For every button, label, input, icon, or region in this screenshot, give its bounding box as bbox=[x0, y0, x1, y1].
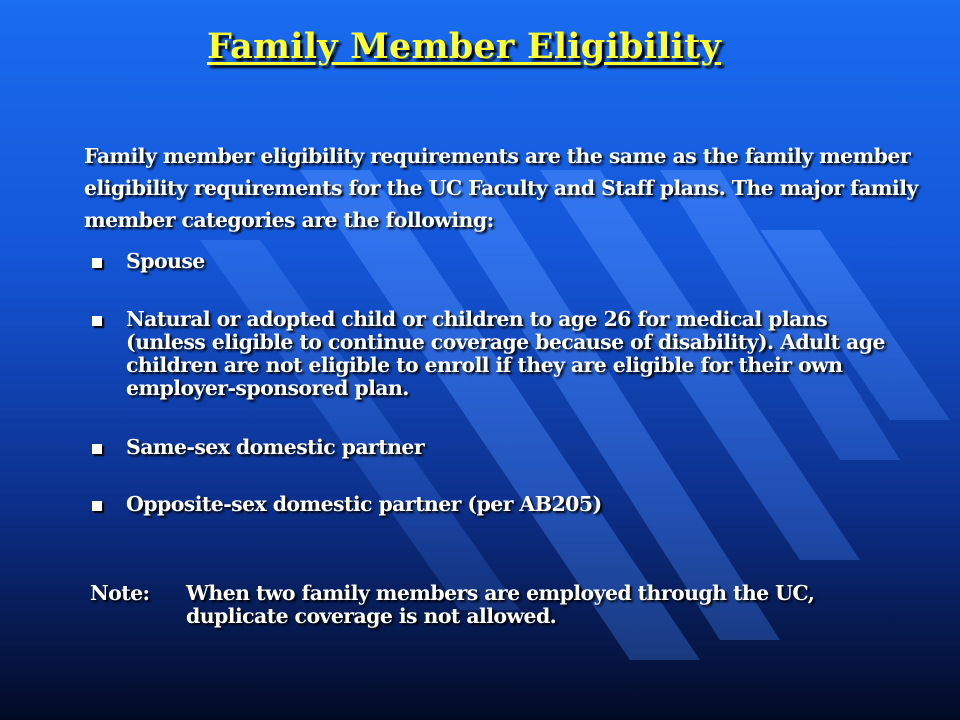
square-bullet-icon bbox=[92, 444, 102, 454]
list-item-text: Spouse bbox=[126, 249, 205, 273]
list-item-text: Opposite-sex domestic partner (per AB205) bbox=[126, 492, 602, 516]
note-block bbox=[90, 582, 890, 628]
slide-title: Family Member Eligibility bbox=[206, 26, 722, 67]
list-item-text: Natural or adopted child or children to age 26 for medical plans (unless eligible to continue coverage because of disability). Adult age children are not eligible to enroll if they are eligible for their own employer-sponsored plan. bbox=[126, 307, 885, 400]
list-item-spouse bbox=[92, 250, 892, 273]
square-bullet-icon bbox=[92, 258, 102, 268]
list-item-opposite-sex-partner bbox=[92, 493, 892, 516]
note-label: Note: bbox=[90, 581, 150, 605]
category-list bbox=[92, 250, 892, 516]
note-text: When two family members are employed through the UC, duplicate coverage is not allowed. bbox=[186, 581, 815, 628]
square-bullet-icon bbox=[92, 501, 102, 511]
list-item-same-sex-partner bbox=[92, 436, 892, 459]
list-item-text: Same-sex domestic partner bbox=[126, 435, 425, 459]
square-bullet-icon bbox=[92, 316, 102, 326]
intro-paragraph: Family member eligibility requirements are the same as the family member eligibility requirements for the UC Faculty and Staff plans. The major family member categories are the following: bbox=[84, 144, 918, 232]
list-item-children bbox=[92, 308, 892, 400]
